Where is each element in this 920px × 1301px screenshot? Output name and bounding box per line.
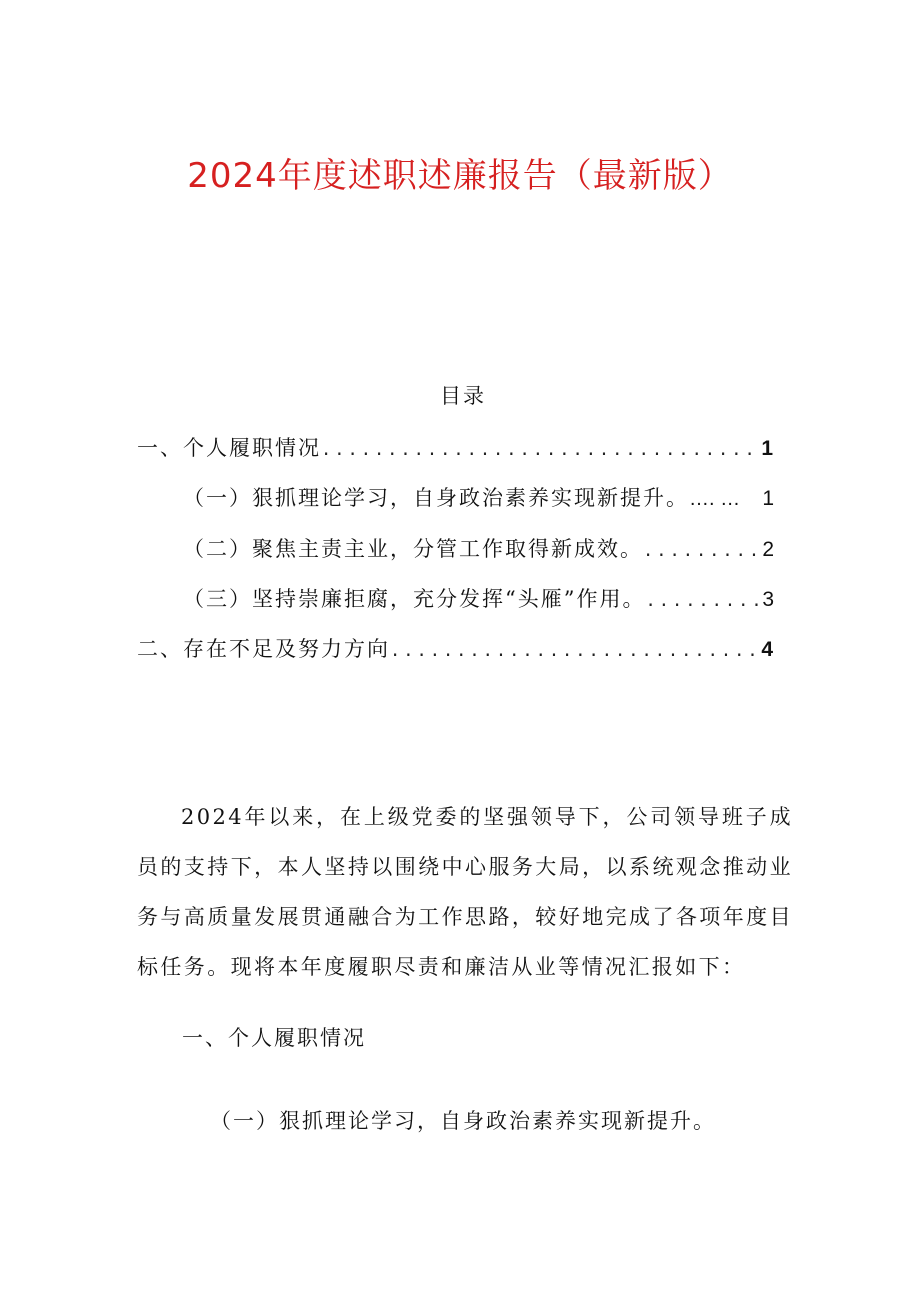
toc-dot-leader: [390, 641, 759, 661]
toc-dot-leader: …. …: [689, 488, 741, 510]
toc-entry-section-1-3[interactable]: [183, 583, 776, 613]
toc-entry-label: （一）狠抓理论学习，自身政治素养实现新提升。: [183, 486, 689, 510]
toc-entry-label: 二、存在不足及努力方向: [137, 637, 390, 661]
toc-entry-section-2[interactable]: [137, 633, 775, 663]
toc-entry-section-1-1[interactable]: [183, 482, 776, 512]
toc-page-number: 3: [762, 588, 776, 611]
intro-paragraph: 2024年以来，在上级党委的坚强领导下，公司领导班子成员的支持下，本人坚持以围绕中心服务大局，以系统观念推动业务与高质量发展贯通融合为工作思路，较好地完成了各项年度目标任务。现将本年度履职尽责和廉洁从业等情况汇报如下：: [137, 805, 793, 979]
toc-page-number: 1: [761, 437, 775, 460]
section-heading-1: 一、个人履职情况: [182, 1026, 366, 1050]
toc-dot-leader: [645, 591, 760, 611]
toc-dot-leader: [321, 440, 759, 460]
toc-dot-leader: [643, 541, 760, 561]
toc-entry-label: （三）坚持崇廉拒腐，充分发挥“头雁”作用。: [183, 587, 646, 611]
toc-page-number: 2: [762, 538, 776, 561]
toc-entry-section-1[interactable]: [137, 432, 775, 462]
document-title: 2024年度述职述廉报告（最新版）: [187, 156, 733, 196]
toc-entry-label: （二）聚焦主责主业，分管工作取得新成效。: [183, 537, 643, 561]
subsection-heading-1-1: （一）狠抓理论学习，自身政治素养实现新提升。: [210, 1109, 716, 1133]
toc-page-number: 4: [761, 638, 775, 661]
toc-entry-section-1-2[interactable]: [183, 533, 776, 563]
toc-entry-label: 一、个人履职情况: [137, 436, 321, 460]
toc-heading: 目录: [440, 384, 486, 408]
toc-page-number: 1: [762, 487, 776, 510]
